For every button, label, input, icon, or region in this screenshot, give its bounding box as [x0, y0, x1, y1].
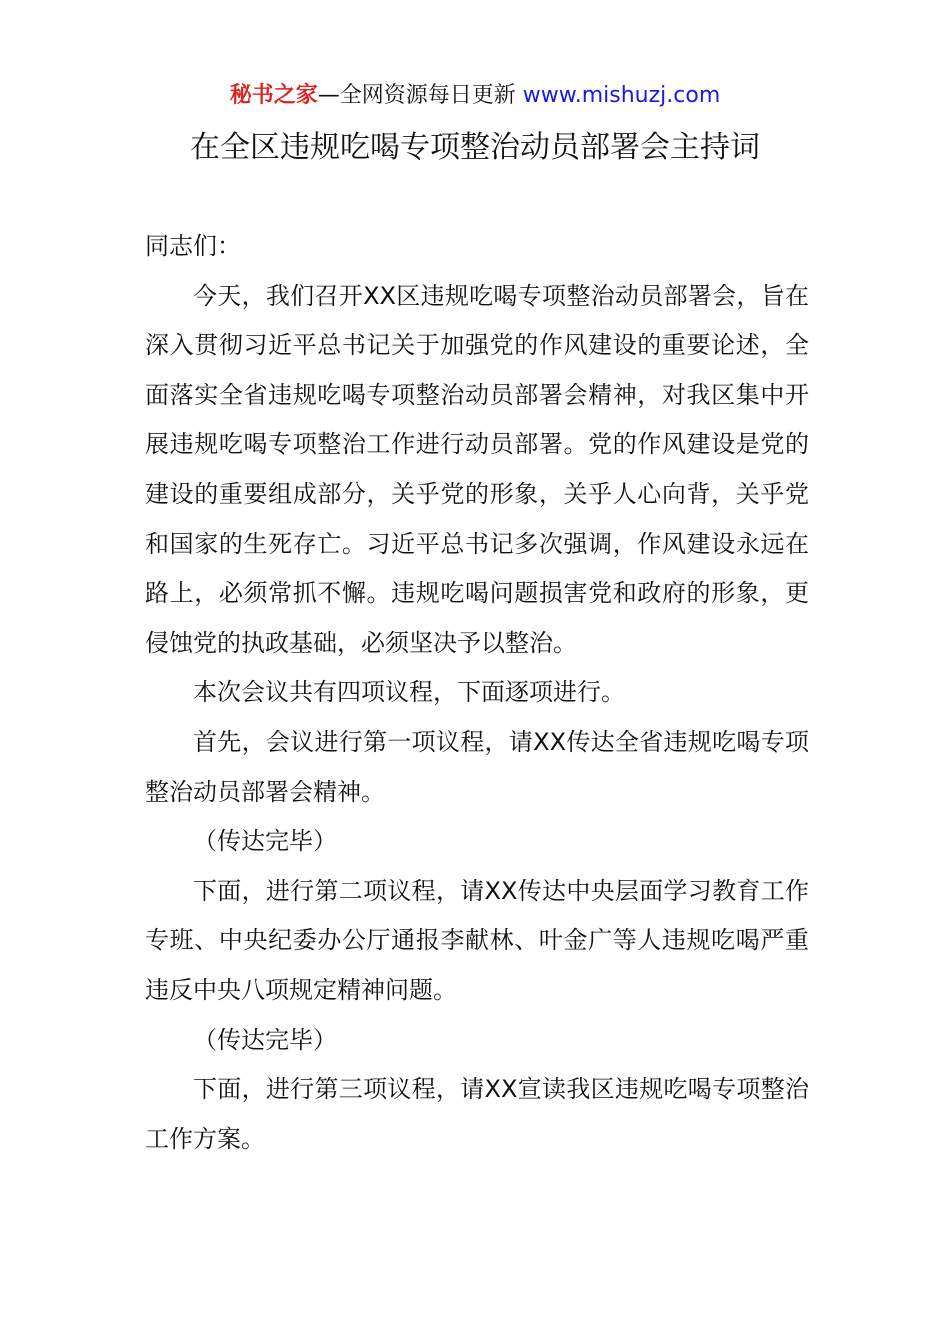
paragraph-agenda-item-2: 下面，进行第二项议程，请XX传达中央层面学习教育工作专班、中央纪委办公厅通报李献林、叶金广等人违规吃喝严重违反中央八项规定精神问题。 [145, 876, 809, 1004]
paragraph-agenda-intro: 本次会议共有四项议程，下面逐项进行。 [193, 678, 625, 707]
site-url-link[interactable]: www.mishuzj.com [522, 83, 721, 108]
brand-name: 秘书之家 [229, 83, 318, 108]
salutation: 同志们： [145, 232, 241, 260]
header-tagline: —全网资源每日更新 [317, 83, 523, 108]
paragraph-opening: 今天，我们召开XX区违规吃喝专项整治动员部署会，旨在深入贯彻习近平总书记关于加强党的作风建设的重要论述，全面落实全省违规吃喝专项整治动员部署会精神，对我区集中开展违规吃喝专项整治工作进行动员部署。党的作风建设是党的建设的重要组成部分，关乎党的形象，关乎人心向背，关乎党和国家的生死存亡。习近平总书记多次强调，作风建设永远在路上，必须常抓不懈。违规吃喝问题损害党和政府的形象，更侵蚀党的执政基础，必须坚决予以整治。 [145, 281, 809, 657]
paragraph-agenda-item-3: 下面，进行第三项议程，请XX宣读我区违规吃喝专项整治工作方案。 [145, 1075, 809, 1153]
paragraph-agenda-note: （传达完毕） [193, 1025, 337, 1054]
document-title: 在全区违规吃喝专项整治动员部署会主持词 [190, 130, 760, 165]
paragraph-agenda-item-1: 首先，会议进行第一项议程，请XX传达全省违规吃喝专项整治动员部署会精神。 [145, 727, 809, 806]
paragraph-agenda-note: （传达完毕） [193, 827, 337, 856]
site-header [0, 80, 950, 112]
document-body [145, 222, 809, 1164]
